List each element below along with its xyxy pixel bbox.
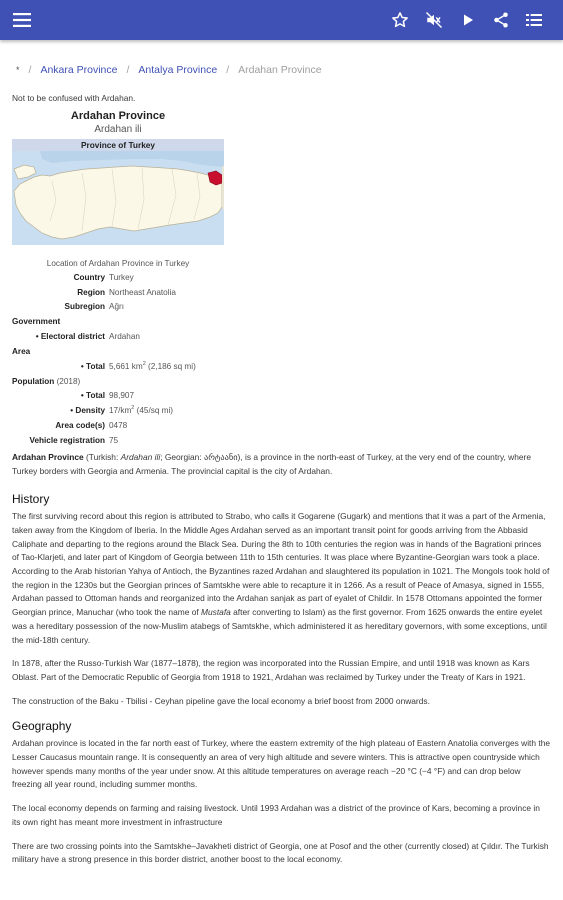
- infobox-table: [12, 271, 226, 449]
- infobox-row-area-total: • Total 5,661 $km^2$ (2,186 sq mi): [80, 360, 196, 371]
- history-paragraph-3: The construction of the Baku - Tbilisi - Ceyhan pipeline gave the local economy a brief boost from 2000 onwards.: [12, 695, 430, 706]
- breadcrumb-current: Ardahan Province: [238, 64, 322, 76]
- infobox-row-pop-total: • Total 98,907: [80, 391, 135, 401]
- star-icon[interactable]: [388, 8, 412, 32]
- location-map[interactable]: [12, 151, 224, 245]
- infobox-native-name: Ardahan ili: [94, 123, 142, 135]
- infobox-map-header: Province of Turkey: [12, 139, 224, 151]
- play-icon[interactable]: [456, 8, 480, 32]
- menu-icon[interactable]: [10, 8, 34, 32]
- infobox-row-electoral: • Electoral district Ardahan: [35, 332, 140, 342]
- list-icon[interactable]: [522, 8, 546, 32]
- infobox-row-population: Population (2018): [12, 376, 81, 386]
- history-paragraph-1: The first surviving record about this region is attributed to Strabo, who calls it Gogarene (Gugark) and mentions that it was a part of the Armenia, taken away from the Kingdom of Iberia. In the Middle Ages Ardahan served as an important transit point for goods arriving from the Abbasid Caliphate and departing to the regions around the Black Sea. During the 8th to 10th centuries the region was in hands of the Bagrationi princes of Tao-Klarjeti, and later part of Kingdom of Georgia between 11th to 15th centuries. It was place where Byzantine-Georgian wars took a place. According to the Arab historian Yahya of Antioch, the Byzantines razed Ardahan and slaughtered its population in 1021. The Mongols took hold of the region in the 1230s but the Georgian princes of Samtskhe were able to recapture it in 1266. As a result of Peace of Amasya, signed in 1555, Ardahan passed to Ottoman hands and reorganized into the Ardahan sanjak as part of eyalet of Childir. In 1578 Ottomans appointed the former Georgian prince, Manuchar (who took the name of Mustafa after converting to Islam) as the first governor. From 1625 onwards the entire eyelet was a hereditary possession of the now-Muslim atabegs of Samtskhe, which administered it as hereditary governors, with some exceptions, until the mid-18th century.: [12, 511, 550, 645]
- breadcrumb-item[interactable]: Ankara Province: [40, 64, 118, 76]
- breadcrumb: * / Ankara Province / Antalya Province / Ardahan Province: [16, 64, 322, 76]
- geography-paragraph-2: The local economy depends on farming and raising livestock. Until 1993 Ardahan was a district of the province of Kars, becoming a province in its own right has meant more investment in infrastructure: [12, 803, 540, 827]
- geography-paragraph-1: Ardahan province is located in the far north east of Turkey, where the eastern extremity of the high plateau of Eastern Anatolia converges with the Lesser Caucasus mountain range. It is consequently an area of very high altitude and severe winters. This is attractive open countryside which however spends many months of the year under snow. At this altitude temperatures on average reach −20 °C (−4 °F) and can drop below freezing all year round, including summer months.: [12, 738, 551, 790]
- hatnote[interactable]: Not to be confused with Ardahan.: [12, 93, 136, 103]
- infobox-row-region: Region Northeast Anatolia: [77, 287, 176, 297]
- infobox-row-area-code: Area code(s) 0478: [55, 421, 128, 431]
- infobox-row-density: • Density $17/km^2$ (45/sq mi): [70, 405, 174, 416]
- section-heading-geography: Geography: [12, 719, 72, 734]
- app-bar: [0, 0, 563, 40]
- lead-paragraph: Ardahan Province (Turkish: Ardahan ili; Georgian: არტაანი), is a province in the north-east of Turkey, at the very end of the country, where Turkey borders with Georgia and Armenia. The provincial capital is the city of Ardahan.: [12, 451, 531, 476]
- share-icon[interactable]: [489, 8, 513, 32]
- section-heading-history: History: [12, 492, 50, 507]
- infobox-row-subregion: Subregion Ağrı: [64, 302, 125, 312]
- breadcrumb-item[interactable]: Antalya Province: [138, 64, 218, 76]
- history-paragraph-2: In 1878, after the Russo-Turkish War (1877–1878), the region was incorporated into the Russian Empire, and until 1918 was known as Kars Oblast. Part of the Democratic Republic of Georgia from 1918 to 1921, Ardahan was reclaimed by Turkey under the Treaty of Kars in 1921.: [12, 658, 530, 682]
- infobox-title: Ardahan Province: [70, 109, 166, 122]
- infobox-row-country: Country Turkey: [73, 272, 134, 282]
- geography-paragraph-3: There are two crossing points into the Samtskhe–Javakheti district of Georgia, one at Posof and the other (currently closed) at Çıldır. The Turkish military have a strong presence in this border district, another boost to the local economy.: [12, 840, 549, 865]
- infobox: [12, 109, 224, 449]
- infobox-row-area: Area: [12, 346, 31, 356]
- mute-icon[interactable]: [422, 8, 446, 32]
- article-body: [12, 92, 550, 877]
- infobox-map-caption: Location of Ardahan Province in Turkey: [46, 258, 190, 268]
- infobox-row-vehicle: Vehicle registration 75: [29, 435, 119, 445]
- infobox-row-government: Government: [12, 317, 61, 327]
- breadcrumb-home[interactable]: *: [16, 65, 20, 75]
